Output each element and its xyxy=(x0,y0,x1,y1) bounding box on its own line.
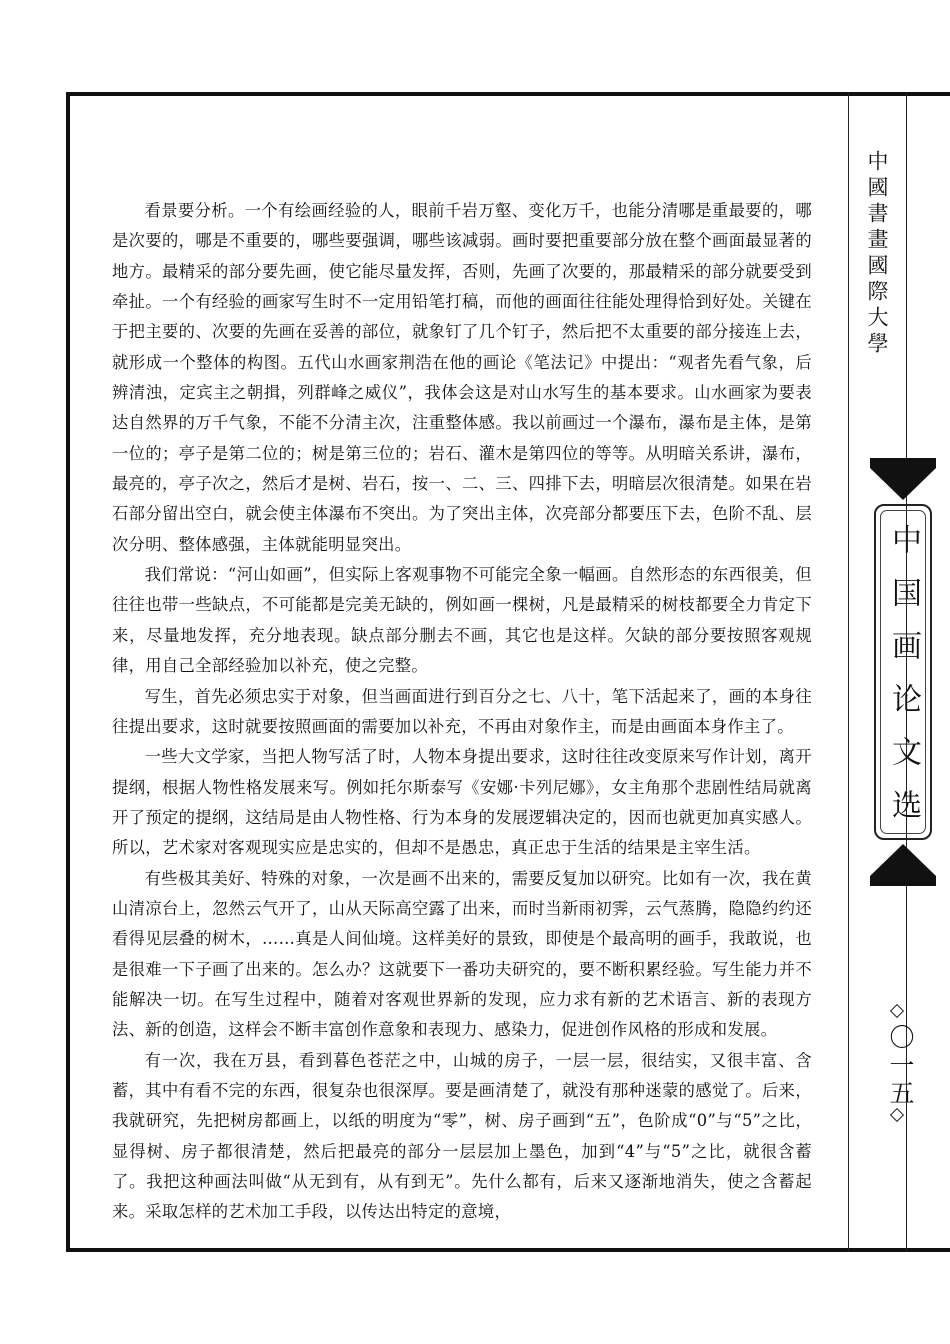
publisher-name: 中國書畫國際大學 xyxy=(865,150,889,358)
title-chevron-bottom xyxy=(870,842,936,876)
title-chevron-top xyxy=(870,468,936,502)
paragraph: 一些大文学家，当把人物写活了时，人物本身提出要求，这时往往改变原来写作计划，离开提纲，根据人物性格发展来写。例如托尔斯泰写《安娜·卡列尼娜》，女主角那个悲剧性结局就离开了预定的提纲，这结局是由人物性格、行为本身的发展逻辑决定的，因而也就更加真实感人。所以，艺术家对客观现实应是忠实的，但却不是愚忠，真正忠于生活的结果是主宰生活。 xyxy=(112,747,812,858)
book-title: 中国画论文选 xyxy=(886,524,921,842)
title-bar-top xyxy=(870,458,936,468)
diamond-ornament-bottom xyxy=(890,1108,904,1122)
paragraph: 我们常说：“河山如画”，但实际上客观事物不可能完全象一幅画。自然形态的东西很美，但往往也带一些缺点，不可能都是完美无缺的，例如画一棵树，凡是最精采的树枝都要全力肯定下来，尽量地发挥，充分地表现。缺点部分删去不画，其它也是这样。欠缺的部分要按照客观规律，用自己全部经验加以补充，使之完整。 xyxy=(112,565,812,676)
sidebar-left-rule xyxy=(848,92,849,1252)
page-number: 〇一五 xyxy=(886,1024,915,1108)
frame-bottom-rule xyxy=(66,1248,950,1252)
frame-left-rule xyxy=(66,92,70,1252)
body-text xyxy=(112,196,812,1228)
paragraph: 有些极其美好、特殊的对象，一次是画不出来的，需要反复加以研究。比如有一次，我在黄山清凉台上，忽然云气开了，山从天际高空露了出来，而时当新雨初霁，云气蒸腾，隐隐约约还看得见层叠的树木，……真是人间仙境。这样美好的景致，即使是个最高明的画手，我敢说，也是很难一下子画了出来的。怎么办？这就要下一番功夫研究的，要不断积累经验。写生能力并不能解决一切。在写生过程中，随着对客观世界新的发现，应力求有新的艺术语言、新的表现方法、新的创造，这样会不断丰富创作意象和表现力、感染力，促进创作风格的形成和发展。 xyxy=(112,868,812,1040)
paragraph: 有一次，我在万县，看到暮色苍茫之中，山城的房子，一层一层，很结实，又很丰富、含蓄，其中有看不完的东西，很复杂也很深厚。要是画清楚了，就没有那种迷蒙的感觉了。后来，我就研究，先把树房都画上，以纸的明度为“零”，树、房子画到“五”，色阶成“0”与“5”之比，显得树、房子都很清楚，然后把最亮的部分一层层加上墨色，加到“4”与“5”之比，就很含蓄了。我把这种画法叫做“从无到有，从有到无”。先什么都有，后来又逐渐地消失，使之含蓄起来。采取怎样的艺术加工手段，以传达出特定的意境， xyxy=(112,1050,812,1222)
title-bar-bottom xyxy=(870,876,936,886)
diamond-ornament-top xyxy=(890,1004,904,1018)
paragraph: 写生，首先必须忠实于对象，但当画面进行到百分之七、八十，笔下活起来了，画的本身往往提出要求，这时就要按照画面的需要加以补充，不再由对象作主，而是由画面本身作主了。 xyxy=(112,686,812,736)
paragraph: 看景要分析。一个有绘画经验的人，眼前千岩万壑、变化万千，也能分清哪是重最要的，哪是次要的，哪是不重要的，哪些要强调，哪些该减弱。画时要把重要部分放在整个画面最显著的地方。最精采的部分要先画，使它能尽量发挥，否则，先画了次要的，那最精采的部分就要受到牵扯。一个有经验的画家写生时不一定用铅笔打稿，而他的画面往往能处理得恰到好处。关键在于把主要的、次要的先画在妥善的部位，就象钉了几个钉子，然后把不太重要的部分接连上去，就形成一个整体的构图。五代山水画家荆浩在他的画论《笔法记》中提出：“观者先看气象，后辨清浊，定宾主之朝揖，列群峰之威仪”，我体会这是对山水写生的基本要求。山水画家为要表达自然界的万千气象，不能不分清主次，注重整体感。我以前画过一个瀑布，瀑布是主体，是第一位的；亭子是第二位的；树是第三位的；岩石、灌木是第四位的等等。从明暗关系讲，瀑布，最亮的，亭子次之，然后才是树、岩石，按一、二、三、四排下去，明暗层次很清楚。如果在岩石部分留出空白，就会使主体瀑布不突出。为了突出主体，次亮部分都要压下去，色阶不乱、层次分明、整体感强，主体就能明显突出。 xyxy=(112,201,812,554)
frame-top-rule xyxy=(66,92,950,96)
